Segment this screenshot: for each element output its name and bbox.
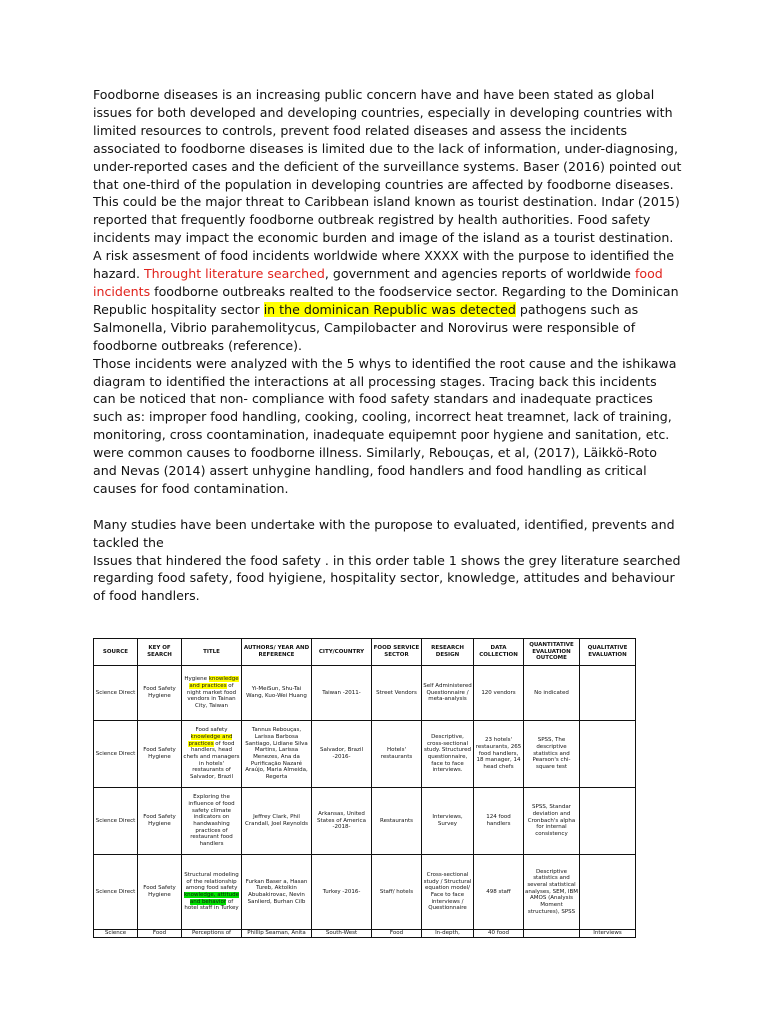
paragraph-intro xyxy=(93,86,683,355)
cell-qual xyxy=(580,855,636,930)
table-row xyxy=(94,721,636,788)
cell-quant: Descriptive statistics and several statistical analyses, SEM, IBM AMOS (Analysis Moment structures), SPSS xyxy=(524,855,580,930)
cell-quant: No indicated xyxy=(524,666,580,721)
document-body xyxy=(93,86,683,605)
comment-red-text: Throught literature searched xyxy=(143,266,325,282)
cell-collection: 498 staff xyxy=(474,855,524,930)
cell-quant: SPSS, Standar deviation and Cronbach's alpha for internal consistency xyxy=(524,788,580,855)
table-row xyxy=(94,788,636,855)
text-run: Foodborne diseases is an increasing public concern have and have been stated as global issues for both developed and developing countries, especially in developing countries with limited resources to controls, prevent food related diseases and assess the incidents associated to foodborne diseases is limited due to the lack of information, under-diagnosing, under-reported cases and the deficient of the surveillance systems. Baser (2016) pointed out that one-third of the population in developing countries are affected by foodborne diseases. This could be the major threat to Caribbean island known as tourist destination. Indar (2015) reported that frequently foodborne outbreak registred by health authorities. Food safety incidents may impact the economic burden and image of the island as a tourist destination. A risk assesment of food incidents worldwide where XXXX with the purpose to identified the hazard. xyxy=(93,87,682,282)
cell-collection: 120 vendors xyxy=(474,666,524,721)
cell-title: Perceptions of xyxy=(182,930,242,938)
cell-collection: 23 hotels' restaurants, 265 food handlers, 18 manager, 14 head chefs xyxy=(474,721,524,788)
cell-key: Food Safety Hygiene xyxy=(138,788,182,855)
paragraph-studies: Many studies have been undertake with the puropose to evaluated, identified, prevents and tackled the xyxy=(93,516,675,550)
cell-design: Interviews, Survey xyxy=(422,788,474,855)
cell-source: Science Direct xyxy=(94,788,138,855)
cell-key: Food Safety Hygiene xyxy=(138,721,182,788)
cell-collection: 124 food handlers xyxy=(474,788,524,855)
cell-qual xyxy=(580,788,636,855)
cell-title: Food safety knowledge and practices of food handlers, head chefs and managers in hotels' restaurants of Salvador, Brazil xyxy=(182,721,242,788)
cell-source: Science Direct xyxy=(94,855,138,930)
cell-design: In-depth, xyxy=(422,930,474,938)
cell-qual xyxy=(580,721,636,788)
cell-design: Self Administered Questionnaire / meta-analysis xyxy=(422,666,474,721)
table-row xyxy=(94,930,636,938)
cell-title: Structural modeling of the relationship among food safety knowledge, attitude and behavior of hotel staff in Turkey xyxy=(182,855,242,930)
cell-city: Arkansas, United States of America -2018- xyxy=(312,788,372,855)
comment-red-text: food incidents xyxy=(93,266,663,299)
cell-source: Science Direct xyxy=(94,721,138,788)
header-qual: QUALITATIVE EVALUATION xyxy=(580,639,636,666)
cell-authors: Phillip Seaman, Anita xyxy=(242,930,312,938)
text-run: foodborne outbreaks realted to the foodservice sector. Regarding to the Dominican Republic hospitality sector xyxy=(93,283,679,317)
cell-design: Cross-sectional study / Structural equation model/ Face to face interviews / Questionnaire xyxy=(422,855,474,930)
header-collection: DATA COLLECTION xyxy=(474,639,524,666)
header-key: KEY OF SEARCH xyxy=(138,639,182,666)
highlighted-text: knowledge, attitude and behavior xyxy=(183,892,240,905)
highlighted-text: knowledge and practices xyxy=(188,733,233,747)
cell-authors: Yi-MeiSun, Shu-Tai Wang, Kuo-Wei Huang xyxy=(242,666,312,721)
header-sector: FOOD SERVICE SECTOR xyxy=(372,639,422,666)
header-source: SOURCE xyxy=(94,639,138,666)
cell-quant xyxy=(524,930,580,938)
cell-city: Taiwan -2011- xyxy=(312,666,372,721)
header-city: CITY/COUNTRY xyxy=(312,639,372,666)
header-quant: QUANTITATIVE EVALUATION OUTCOME xyxy=(524,639,580,666)
paragraph-table-intro: Issues that hindered the food safety . in this order table 1 shows the grey literature searched regarding food safety, food hyigiene, hospitality sector, knowledge, attitudes and behaviour of food handlers. xyxy=(93,552,681,604)
cell-title: Exploring the influence of food safety climate indicators on handwashing practices of restaurant food handlers xyxy=(182,788,242,855)
cell-sector: Street Vendors xyxy=(372,666,422,721)
cell-authors: Furkan Baser a, Hasan Tureb, Aktolkin Abubakirovac, Nevin Sanlierd, Burhan Cilb xyxy=(242,855,312,930)
text-run: pathogens such as Salmonella, Vibrio parahemolitycus, Campilobacter and Norovirus were responsible of foodborne outbreaks (reference). xyxy=(93,301,639,353)
cell-collection: 40 food xyxy=(474,930,524,938)
paragraph-incidents: Those incidents were analyzed with the 5 whys to identified the root cause and the ishikawa diagram to identified the interactions at all processing stages. Tracing back this incidents can be noticed that non- compliance with food safety standars and inadequate practices such as: improper food handling, cooking, cooling, incorrect heat treamnet, lack of training, monitoring, cross coontamination, inadequate equipemnt poor hygiene and sanitation, etc. were common causes to foodborne illness. Similarly, Rebouças, et al, (2017), Läikkö-Roto and Nevas (2014) assert unhygine handling, food handlers and food handling as critical causes for food contamination. xyxy=(93,355,677,496)
cell-city: Salvador, Brazil -2016- xyxy=(312,721,372,788)
cell-city: South-West xyxy=(312,930,372,938)
literature-table xyxy=(93,638,636,938)
cell-title: Hygiene knowledge and practices of night market food vendors in Tainan City, Taiwan xyxy=(182,666,242,721)
cell-quant: SPSS, The descriptive statistics and Pearson's chi-square test xyxy=(524,721,580,788)
table-row xyxy=(94,666,636,721)
cell-design: Descriptive, cross-sectional study. Structured questionnaire, face to face interviews. xyxy=(422,721,474,788)
cell-key: Food Safety Hygiene xyxy=(138,855,182,930)
header-design: RESEARCH DESIGN xyxy=(422,639,474,666)
cell-sector: Food xyxy=(372,930,422,938)
cell-key: Food Safety Hygiene xyxy=(138,666,182,721)
header-authors: AUTHORS/ YEAR AND REFERENCE xyxy=(242,639,312,666)
cell-authors: Jeffrey Clark, Phil Crandall, Joel Reynolds xyxy=(242,788,312,855)
cell-sector: Restaurants xyxy=(372,788,422,855)
header-title: TITLE xyxy=(182,639,242,666)
cell-key: Food xyxy=(138,930,182,938)
text-run: , government and agencies reports of worldwide xyxy=(324,266,635,282)
cell-qual: Interviews xyxy=(580,930,636,938)
cell-city: Turkey -2016- xyxy=(312,855,372,930)
cell-sector: Staff/ hotels xyxy=(372,855,422,930)
highlighted-text: knowledge and practices xyxy=(189,676,239,689)
literature-table-container xyxy=(93,638,635,938)
cell-sector: Hotels' restaurants xyxy=(372,721,422,788)
highlighted-text: in the dominican Republic was detected xyxy=(263,301,516,317)
cell-authors: Tannus Rebouças, Larissa Barbosa Santiago, Lidiane Silva Martins, Larissa Menezes, Ana da Purificação Nazaré Araújo, Maria Almeida, Regerta xyxy=(242,721,312,788)
cell-source: Science xyxy=(94,930,138,938)
cell-qual xyxy=(580,666,636,721)
table-row xyxy=(94,855,636,930)
cell-source: Science Direct xyxy=(94,666,138,721)
table-header-row xyxy=(94,639,636,666)
